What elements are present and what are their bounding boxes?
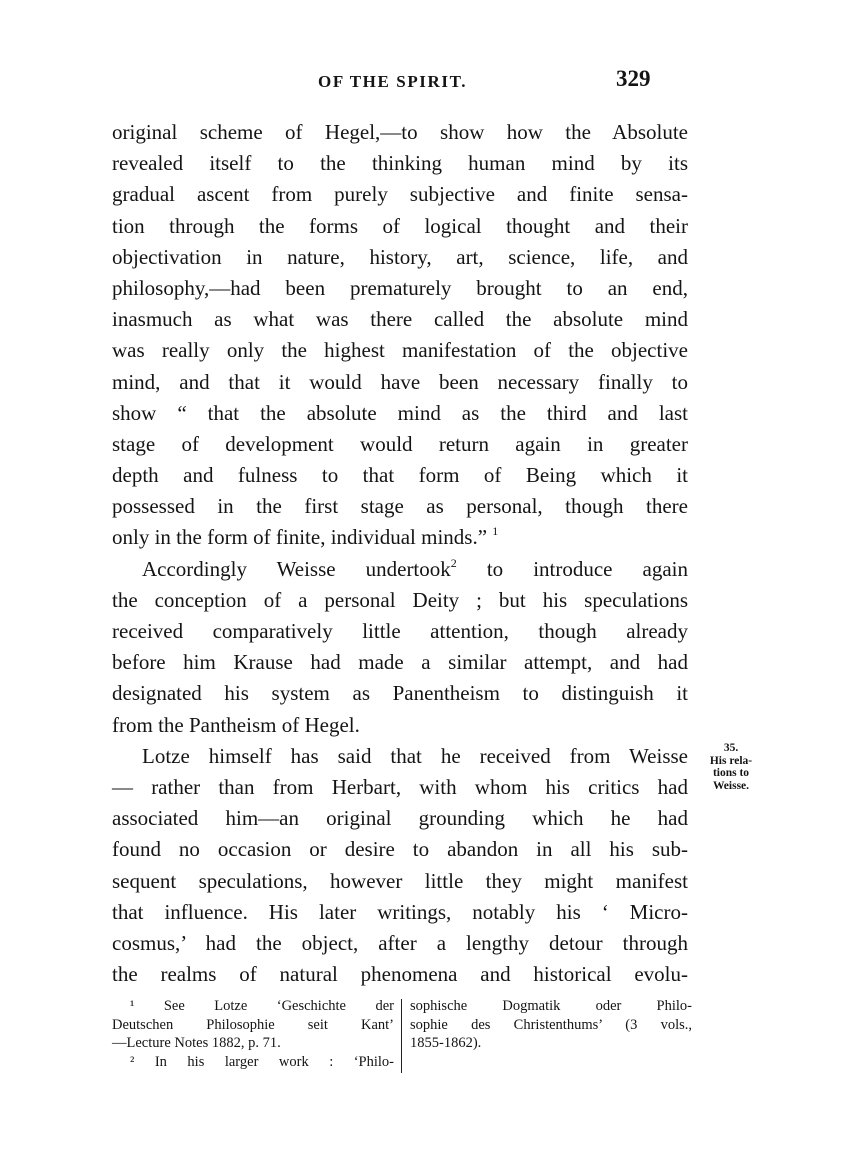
text-line: sequent speculations, however little they might manifest — [112, 868, 688, 893]
text-line: designated his system as Panentheism to distinguish it — [112, 681, 688, 706]
text-line: philosophy,—had been prematurely brought to an end, — [112, 275, 688, 300]
text-line: received comparatively little attention, though already — [112, 619, 688, 643]
margin-note-line: tions to — [712, 767, 750, 779]
text-line: mind, and that it would have been necessary finally to — [112, 369, 688, 394]
text-line: possessed in the first stage as personal, though there — [112, 494, 688, 519]
footnote-ref: 2 — [450, 555, 457, 570]
footnote-line: —Lecture Notes 1882, p. 71. — [112, 1035, 281, 1051]
text-line — [112, 522, 688, 553]
text-line: the realms of natural phenomena and historical evolu- — [112, 962, 688, 987]
text-line: was really only the highest manifestation of the objective — [112, 338, 688, 363]
text-run: to introduce again — [486, 556, 689, 581]
footnote-line: Deutschen Philosophie seit Kant’ — [112, 1016, 394, 1033]
text-line: depth and fulness to that form of Being which it — [112, 463, 688, 488]
text-line: the conception of a personal Deity ; but his speculations — [112, 587, 688, 612]
page-header — [0, 66, 850, 96]
text-run: only in the form of finite, individual minds.” — [112, 525, 488, 550]
text-line: show “ that the absolute mind as the third and last — [112, 400, 688, 425]
page-number: 329 — [616, 66, 651, 91]
running-title: OF THE SPIRIT. — [318, 72, 468, 91]
text-line: found no occasion or desire to abandon in all his sub- — [112, 837, 688, 862]
body-text — [112, 117, 688, 990]
footnote-column-divider — [401, 999, 402, 1073]
margin-note-line: Weisse. — [712, 779, 750, 792]
text-line: cosmus,’ had the object, after a lengthy detour through — [112, 930, 688, 955]
text-line: before him Krause had made a similar attempt, and had — [112, 650, 688, 675]
text-line: tion through the forms of logical thought and their — [112, 213, 688, 238]
text-line: gradual ascent from purely subjective and finite sensa- — [112, 182, 688, 207]
text-run: Accordingly Weisse undertook — [142, 556, 451, 581]
text-line: original scheme of Hegel,—to show how the Absolute — [112, 120, 688, 144]
footnote-column-left — [112, 997, 394, 1071]
text-line: Lotze himself has said that he received from Weisse — [142, 743, 688, 768]
margin-note-line: His rela- — [709, 754, 753, 767]
footnote-line: ² In his larger work : ‘Philo- — [130, 1053, 394, 1070]
text-line: inasmuch as what was there called the absolute mind — [112, 307, 688, 332]
text-line: revealed itself to the thinking human mind by its — [112, 151, 688, 176]
footnote-line: sophie des Christenthums’ (3 vols., — [410, 1016, 692, 1033]
text-line: associated him—an original grounding which he had — [112, 806, 688, 831]
text-line: objectivation in nature, history, art, science, life, and — [112, 244, 688, 269]
footnote-column-right — [410, 997, 692, 1053]
text-line: — rather than from Herbart, with whom his critics had — [112, 774, 688, 799]
footnote-ref: 1 — [492, 524, 499, 539]
footnotes — [112, 997, 692, 1077]
footnote-line: 1855-1862). — [410, 1035, 482, 1051]
footnote-line: ¹ See Lotze ‘Geschichte der — [130, 998, 394, 1014]
text-line: stage of development would return again in greater — [112, 431, 688, 456]
margin-note-number: 35. — [723, 742, 739, 754]
footnote-line: sophische Dogmatik oder Philo- — [410, 998, 692, 1014]
text-line: that influence. His later writings, notably his ‘ Micro- — [112, 899, 688, 924]
text-line: from the Pantheism of Hegel. — [112, 712, 360, 737]
margin-note — [695, 742, 767, 792]
text-line — [112, 554, 688, 585]
